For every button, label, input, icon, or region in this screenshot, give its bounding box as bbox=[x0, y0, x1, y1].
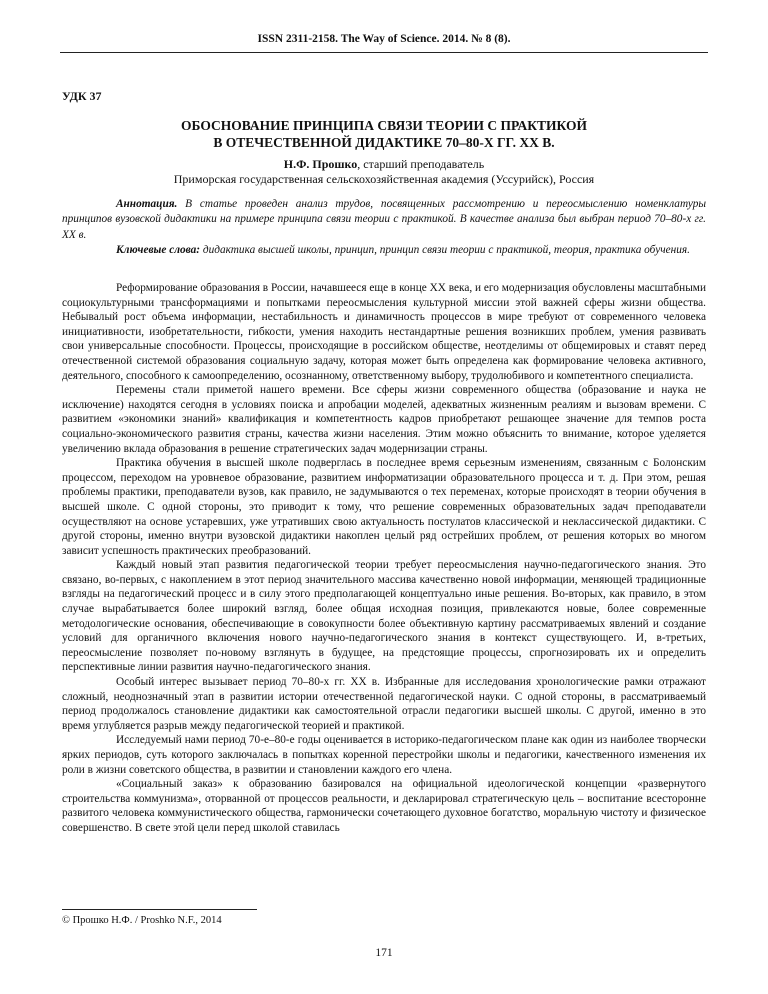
body-paragraph: Реформирование образования в России, начавшееся еще в конце XX века, и его модернизация обусловлены масштабными социокультурными трансформациями и попытками переосмысления культурной миссии этой важней сферы жизни общества. Небывалый рост объема информации, нестабильность и динамичность процессов в мире требуют от современного человека инициативности, изобретательности, гибкости, умения находить нестандартные решения возникших проблем, умения развивать свои универсальные способности. Процессы, происходящие в российском обществе, неотделимы от общемировых и ставят перед отечественной системой образования социальную задачу, которая может быть определена как формирование человека активного, деятельного, способного к самоопределению, осознанному, ответственному выбору, трудолюбивого и компетентного специалиста. bbox=[62, 282, 706, 382]
author-name: Н.Ф. Прошко bbox=[283, 157, 358, 171]
body-paragraph: Практика обучения в высшей школе подверглась в последнее время серьезным изменениям, связанным с Болонским процессом, переходом на уровневое образование, развитием информатизации образовательного процесса и т. д. При этом, решая проблемы практики, преподаватели вузов, как правило, не задумываются о тех переменах, которые происходят в теории обучения в высшей школе. С одной стороны, это приводит к тому, что решение современных образовательных задач преподаватели осуществляют на основе устаревших, уже утративших свою актуальность постулатов классической и неклассической дидактики. С другой стороны, именно внутри вузовской дидактики накоплен целый ряд острейших проблем, от решения которых во многом зависит успешность практических преобразований. bbox=[62, 457, 706, 557]
journal-header: ISSN 2311-2158. The Way of Science. 2014. № 8 (8). bbox=[257, 33, 511, 45]
copyright-footnote: © Прошко Н.Ф. / Proshko N.F., 2014 bbox=[62, 915, 222, 926]
article-title-line-2: В ОТЕЧЕСТВЕННОЙ ДИДАКТИКЕ 70–80-Х ГГ. XX В. bbox=[213, 135, 555, 150]
keywords-label: Ключевые слова: bbox=[116, 244, 201, 256]
udc-code: УДК 37 bbox=[62, 89, 102, 103]
body-paragraph: «Социальный заказ» к образованию базировался на официальной идеологической концепции «развернутого строительства коммунизма», оторванной от процессов реальности, и декларировал стратегическую цель – воспитание всесторонне развитого человека коммунистического общества, гармонически сочетающего духовное богатство, моральную чистоту и физическое совершенство. В свете этой цели перед школой ставилась bbox=[62, 778, 706, 834]
keywords bbox=[62, 243, 706, 258]
article-title-line-1: ОБОСНОВАНИЕ ПРИНЦИПА СВЯЗИ ТЕОРИИ С ПРАКТИКОЙ bbox=[180, 118, 587, 133]
footnote-divider bbox=[62, 909, 257, 910]
author-position: , старший преподаватель bbox=[357, 157, 485, 171]
body-paragraph: Каждый новый этап развития педагогической теории требует переосмысления научно-педагогического знания. Это связано, во-первых, с накоплением в этот период значительного массива качественно новой информации, меняющей традиционные взгляды на педагогический процесс и в силу этого предполагающей концептуально иные решения. Во-вторых, как правило, в этом случае вырабатывается более широкий взгляд, более общая исходная позиция, привлекаются новые, более современные методологические основания, обеспечивающие в совокупности более объективную картину рассматриваемых явлений и создание условий для органичного включения нового научно-педагогического знания в контекст существующего. И, в-третьих, переосмысление позволяет по-новому взглянуть в будущее, на предстоящие процессы, спрогнозировать их и определить перспективные линии развития научно-педагогического знания. bbox=[62, 559, 706, 674]
author-block bbox=[62, 157, 706, 187]
keywords-text: дидактика высшей школы, принцип, принцип связи теории с практикой, теория, практика обучения. bbox=[200, 244, 690, 256]
author-affiliation: Приморская государственная сельскохозяйственная академия (Уссурийск), Россия bbox=[173, 172, 595, 186]
header-divider bbox=[60, 52, 708, 53]
abstract-text: В статье проведен анализ трудов, посвященных рассмотрению и переосмыслению номенклатуры принципов вузовской дидактики на примере принципа связи теории с практикой. В качестве анализа был выбран период 70–80-х гг. XX в. bbox=[62, 198, 706, 241]
page-number: 171 bbox=[375, 947, 393, 959]
abstract-label: Аннотация. bbox=[116, 198, 178, 210]
article-title bbox=[62, 117, 706, 151]
article-body bbox=[62, 281, 706, 836]
abstract bbox=[62, 197, 706, 243]
body-paragraph: Перемены стали приметой нашего времени. Все сферы жизни современного общества (образование и наука не исключение) находятся сегодня в условиях поиска и апробации моделей, адекватных жизненным реалиям и вызовам времени. С развитием «экономики знаний» квалификация и компетентность кадров приобретают решающее значение для темпов роста социально-экономического развития страны, качества жизни населения. Этим можно объяснить то внимание, которое уделяется увеличению вклада образования в решение стратегических задач модернизации страны. bbox=[62, 384, 706, 455]
author-line bbox=[62, 157, 706, 172]
body-paragraph: Особый интерес вызывает период 70–80-х гг. XX в. Избранные для исследования хронологические рамки отражают сложный, неоднозначный этап в развитии истории отечественной педагогической науки. С одной стороны, в рассматриваемый период продолжалось становление дидактики как самостоятельной отрасли педагогики высшей школы. С другой, именно в это время углубляется разрыв между педагогической теорией и практикой. bbox=[62, 676, 706, 732]
body-paragraph: Исследуемый нами период 70-е–80-е годы оценивается в историко-педагогическом плане как один из наиболее творчески ярких периодов, суть которого заключалась в попытках коренной перестройки школы и педагогики, качественного изменения их роли в жизни советского общества, в развитии и становлении каждого его члена. bbox=[62, 734, 706, 776]
